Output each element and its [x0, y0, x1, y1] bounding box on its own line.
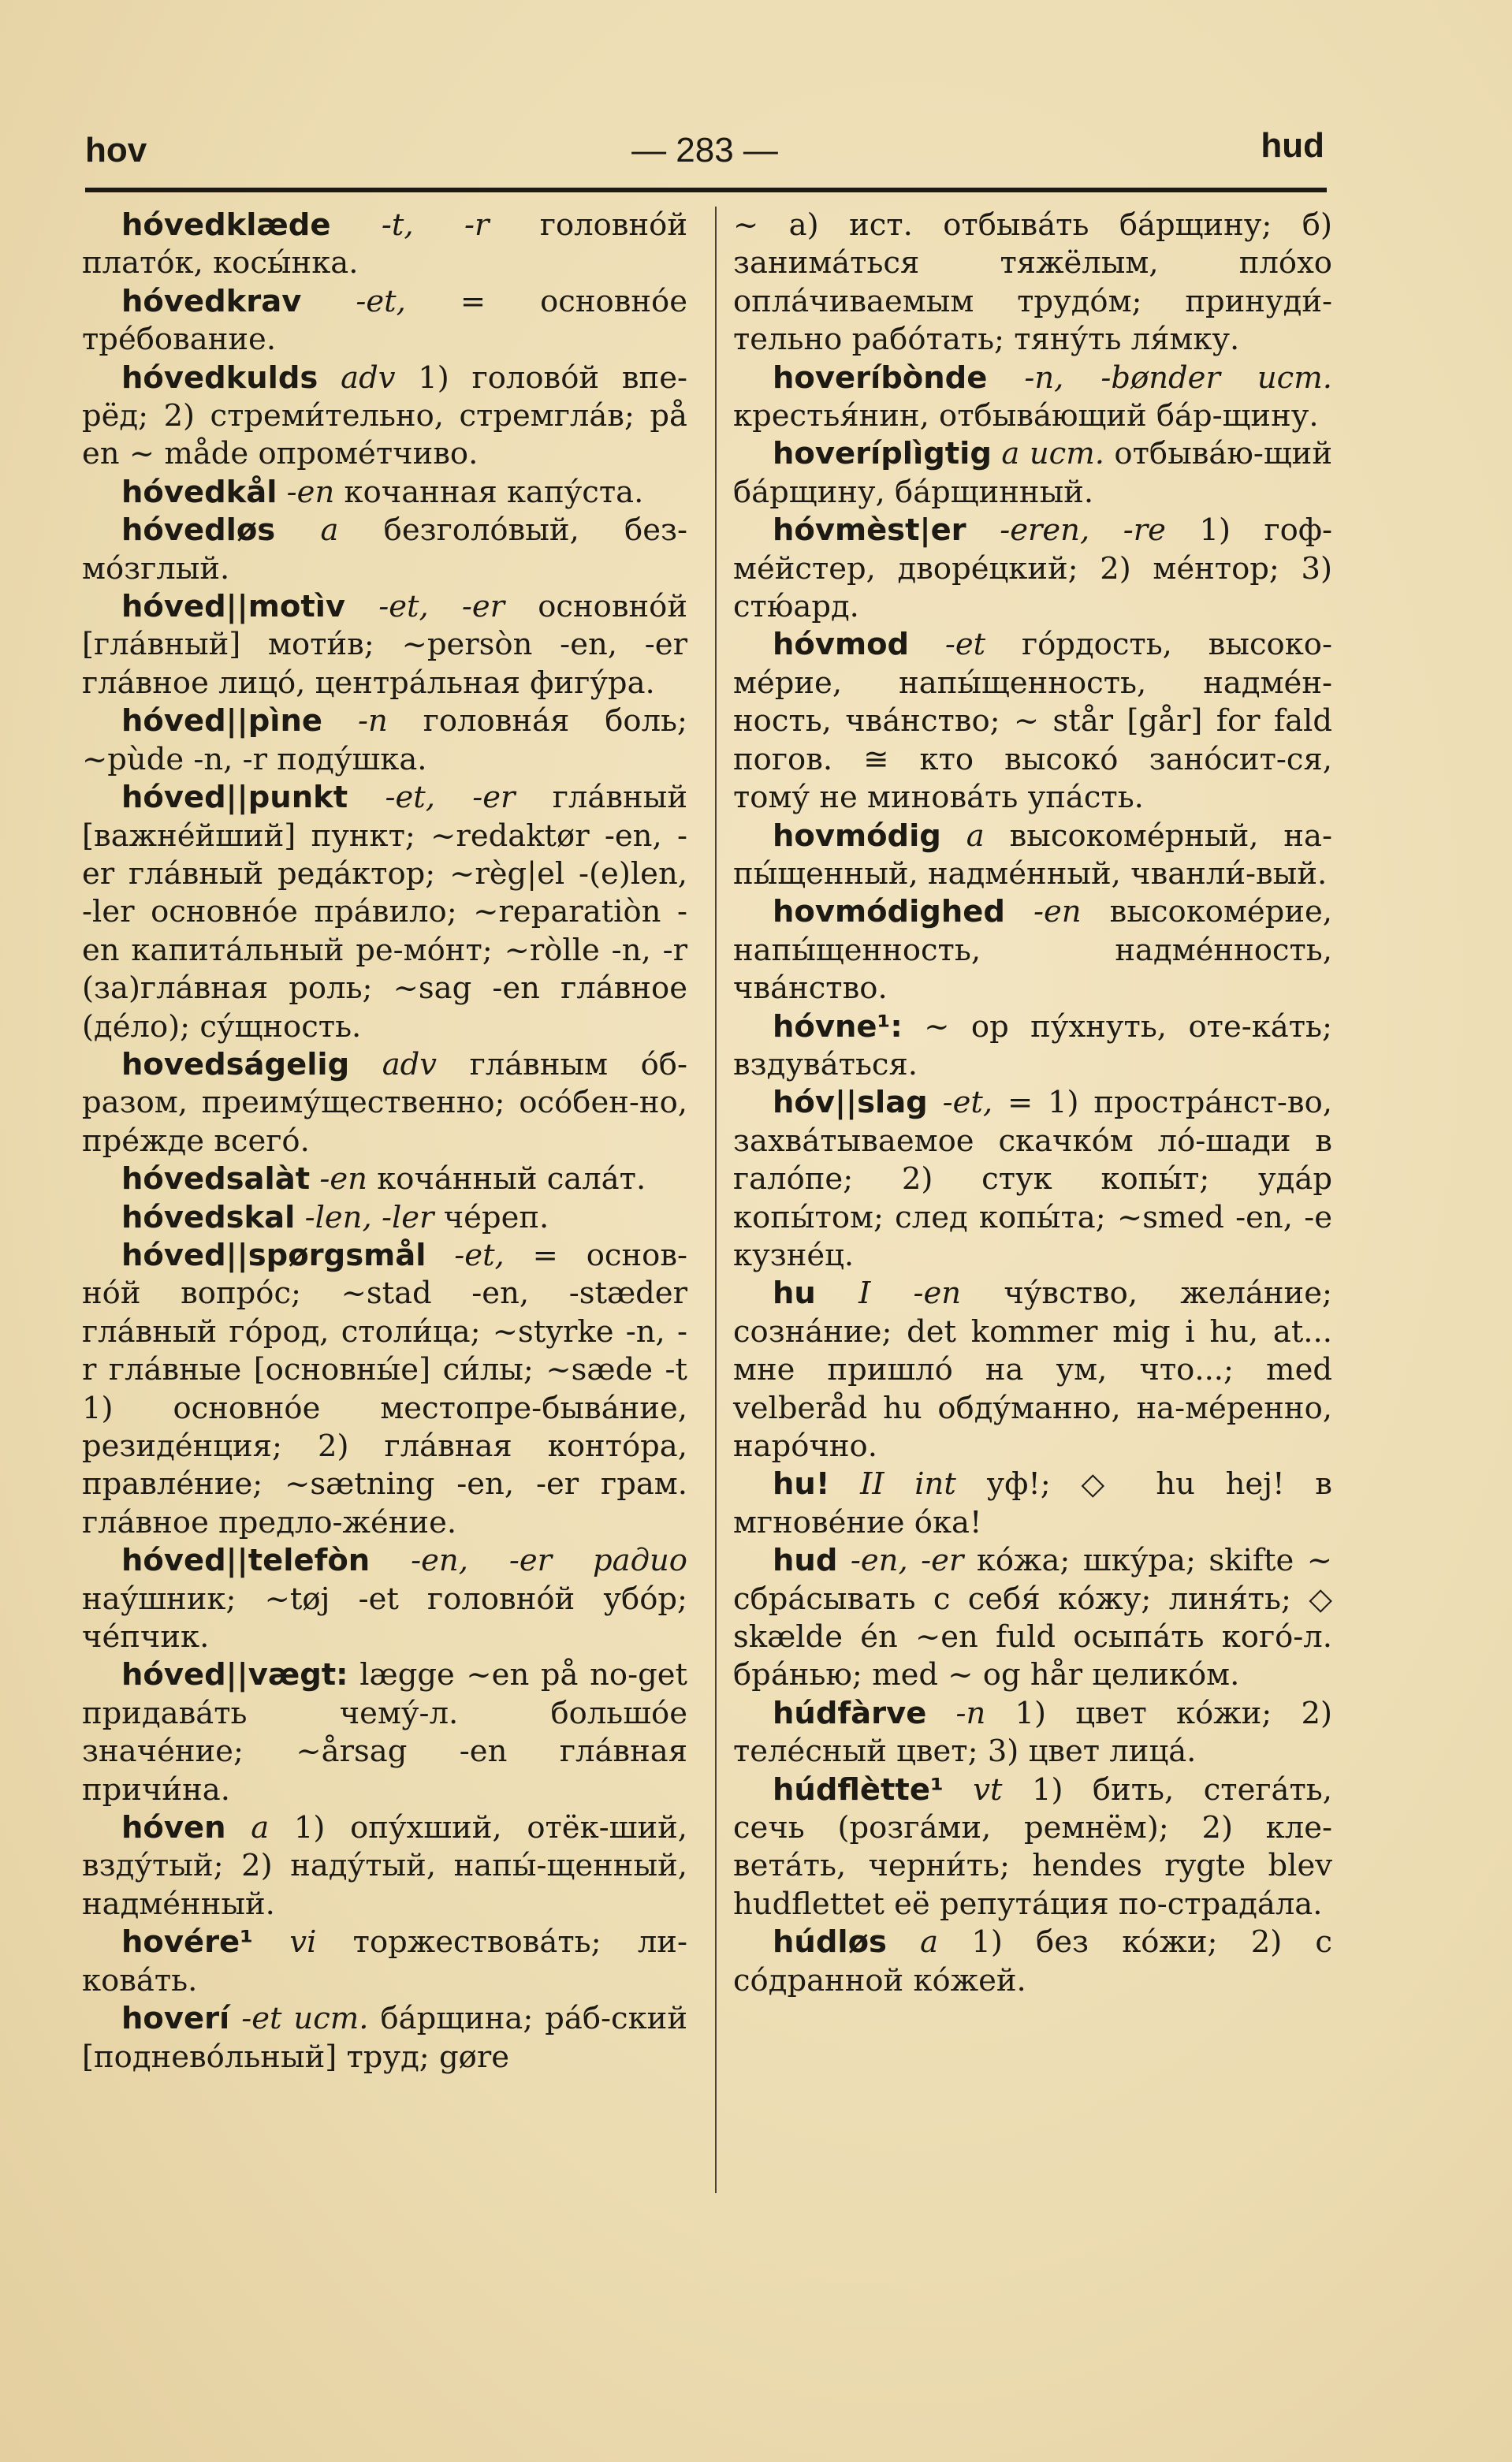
entry-headword: hóved||telefòn: [121, 1543, 371, 1579]
entry-grammar: -et, -er: [378, 589, 505, 625]
entry-definition: гла́вный [важне́йший] пункт; ~redaktør -en, -er гла́вный реда́ктор; ~règ|el -(e)len, -ler основно́е пра́вило; ~reparatiòn -en капита́льный ре-мо́нт; ~ròlle -n, -r (за)гла́вная роль; ~sag -en гла́вное (де́ло); су́щность.: [82, 780, 687, 1045]
entry-definition: чу́вство, жела́ние; созна́ние; det kommer mig i hu, at... мне пришло́ на ум, что...; med velberåd hu обду́манно, на-ме́ренно, наро́чно.: [733, 1276, 1332, 1464]
dictionary-entry: [733, 1275, 1332, 1466]
dictionary-entry: [733, 435, 1332, 512]
dictionary-entry: [82, 1542, 687, 1656]
dictionary-entry: [733, 626, 1332, 817]
right-column: [733, 207, 1332, 2000]
entry-definition: основно́й [гла́вный] моти́в; ~persòn -en, -er гла́вное лицо́, центра́льная фигу́ра.: [82, 589, 687, 701]
dictionary-entry: [82, 1809, 687, 1924]
dictionary-entry: [82, 359, 687, 474]
dictionary-entry: [733, 512, 1332, 626]
entry-definition: че́реп.: [443, 1199, 549, 1235]
dictionary-entry: [733, 1771, 1332, 1924]
entry-grammar: -en: [286, 474, 335, 510]
entry-headword: húdfàrve: [773, 1695, 927, 1731]
entry-headword: hu!: [773, 1466, 830, 1503]
dictionary-entry: [733, 893, 1332, 1008]
entry-headword: hovedságelig: [121, 1046, 350, 1082]
entry-grammar: -n: [357, 703, 388, 739]
entry-headword: hóvedkrav: [121, 283, 302, 319]
entry-definition: уф!; ◇ hu hej! в мгнове́ние о́ка!: [733, 1466, 1332, 1540]
entry-definition: 1) гоф-ме́йстер, дворе́цкий; 2) ме́нтор; 3) стю́ард.: [733, 512, 1332, 625]
dictionary-entry: [82, 2000, 687, 2076]
dictionary-entry: [733, 818, 1332, 894]
entry-grammar: vt: [973, 1771, 1003, 1808]
entry-grammar: -n: [955, 1695, 986, 1731]
entry-grammar: I -en: [858, 1276, 962, 1312]
entry-definition: 1) цвет ко́жи; 2) теле́сный цвет; 3) цвет лица́.: [733, 1695, 1332, 1770]
entry-definition: ко́жа; шку́ра; skifte ~ сбра́сывать с себя́ ко́жу; линя́ть; ◇ skælde én ~en fuld осыпа́ть кого́-л. бра́нью; med ~ og hår целико́м.: [733, 1543, 1332, 1693]
dictionary-entry: [733, 1695, 1332, 1771]
dictionary-entry: [733, 207, 1332, 359]
entry-headword: hóvedsalàt: [121, 1161, 311, 1197]
entry-headword: hóvne¹:: [773, 1008, 903, 1045]
entry-grammar: adv: [382, 1046, 438, 1082]
dictionary-entry: [82, 1924, 687, 2000]
entry-definition: торжествова́ть; ли-кова́ть.: [82, 1924, 687, 1998]
entry-grammar: -en, -er радио: [411, 1543, 687, 1579]
dictionary-entry: [82, 1237, 687, 1542]
entry-definition: отбыва́ю-щий ба́рщину, ба́рщинный.: [733, 436, 1332, 510]
entry-headword: hóved||vægt:: [121, 1657, 348, 1693]
entry-headword: hoveríplìgtig: [773, 436, 992, 472]
entry-headword: hovére¹: [121, 1924, 254, 1961]
dictionary-entry: [82, 207, 687, 283]
header-rule: [85, 188, 1327, 192]
entry-headword: hóvedskal: [121, 1199, 296, 1235]
dictionary-entry: [82, 1199, 687, 1237]
entry-definition: 1) бить, стега́ть, сечь (розга́ми, ремнём); 2) кле-вета́ть, черни́ть; hendes rygte blev hudflettet её репута́ция по-страда́ла.: [733, 1771, 1332, 1922]
dictionary-entry: [82, 702, 687, 779]
entry-definition: высокоме́рие, напы́щенность, надме́нность, чва́нство.: [733, 894, 1332, 1007]
left-column: [82, 207, 687, 2076]
entry-definition: го́рдость, высоко-ме́рие, напы́щенность, надме́н-ность, чва́нство; ~ står [går] for fald погов. ≅ кто высоко́ зано́сит-ся, тому́ не минова́ть упа́сть.: [733, 627, 1332, 816]
entry-definition: 1) простра́нст-во, захва́тываемое скачко́м ло́-шади в гало́пе; 2) стук копы́т; уда́р копы́том; след копы́та; ~smed -en, -e кузне́ц.: [733, 1085, 1332, 1273]
page-header: [85, 126, 1324, 183]
entry-grammar: a: [966, 818, 985, 854]
entry-headword: hoverí: [121, 2001, 230, 2037]
dictionary-entry: [82, 1046, 687, 1160]
column-divider: [715, 207, 717, 2193]
entry-grammar: -et: [944, 627, 986, 663]
entry-headword: hóvedkål: [121, 474, 277, 510]
entry-definition: основ-но́й вопро́с; ~stad -en, -stæder гла́вный го́род, столи́ца; ~styrke -n, -r гла́вные [основны́е] си́лы; ~sæde -t 1) основно́е местопре-быва́ние, резиде́нция; 2) гла́вная конто́ра, правле́ние; ~sætning -en, -er грам. гла́вное предло-же́ние.: [82, 1237, 687, 1540]
entry-headword: hóven: [121, 1810, 226, 1846]
entry-grammar: -t, -r: [381, 207, 490, 243]
dictionary-entry: [733, 1542, 1332, 1695]
entry-grammar: -len, -ler: [304, 1199, 434, 1235]
dictionary-entry: [82, 1656, 687, 1809]
entry-definition: коча́нный сала́т.: [377, 1161, 646, 1197]
right-guide-word: hud: [1261, 126, 1324, 165]
entry-grammar: a: [251, 1810, 270, 1846]
entry-headword: hóvedklæde: [121, 207, 331, 243]
entry-headword: hovmódig: [773, 818, 941, 854]
entry-grammar: -en: [319, 1161, 367, 1197]
entry-headword: hóved||punkt: [121, 780, 348, 816]
entry-grammar: -et, =: [942, 1085, 1033, 1121]
entry-headword: hóv||slag: [773, 1085, 928, 1121]
page-number: — 283 —: [631, 131, 778, 169]
entry-grammar: -et, -er: [385, 780, 516, 816]
entry-grammar: -et ист.: [241, 2001, 369, 2037]
entry-grammar: adv: [341, 359, 396, 396]
dictionary-entry: [733, 1084, 1332, 1275]
entry-grammar: -eren, -re: [1000, 512, 1166, 549]
entry-grammar: a ист.: [1001, 436, 1104, 472]
entry-definition: высокоме́рный, на-пы́щенный, надме́нный, чванли́-вый.: [733, 818, 1332, 892]
entry-headword: hóved||spørgsmål: [121, 1237, 426, 1273]
entry-headword: hóved||pìne: [121, 703, 323, 739]
entry-grammar: -en, -er: [850, 1543, 964, 1579]
entry-grammar: -et, =: [454, 1237, 558, 1273]
entry-definition: ~ а) ист. отбыва́ть ба́рщину; б) занима́ться тяжёлым, пло́хо опла́чиваемым трудо́м; принуди́-тельно рабо́тать; тяну́ть ля́мку.: [733, 207, 1332, 358]
entry-grammar: -n, -bønder ист.: [1024, 359, 1332, 396]
entry-grammar: -et, =: [356, 283, 486, 319]
dictionary-entry: [733, 1466, 1332, 1542]
entry-headword: hóvedløs: [121, 512, 276, 549]
entry-definition: головна́я боль; ~pùde -n, -r поду́шка.: [82, 703, 687, 777]
entry-definition: гла́вным о́б-разом, преиму́щественно; осо́бен-но, пре́жде всего́.: [82, 1046, 687, 1159]
dictionary-entry: [733, 1008, 1332, 1085]
entry-grammar: -en: [1033, 894, 1082, 930]
dictionary-entry: [82, 283, 687, 359]
entry-definition: 1) опу́хший, отёк-ший, взду́тый; 2) наду́тый, напы́-щенный, надме́нный.: [82, 1810, 687, 1922]
entry-definition: 1) без ко́жи; 2) с со́дранной ко́жей.: [733, 1924, 1332, 1998]
entry-definition: кочанная капу́ста.: [344, 474, 644, 510]
entry-headword: hu: [773, 1276, 816, 1312]
entry-headword: hóvmèst|er: [773, 512, 966, 549]
entry-definition: ба́рщина; ра́б-ский [поднево́льный] труд; gøre: [82, 2001, 687, 2075]
entry-headword: húdflètte¹: [773, 1771, 944, 1808]
entry-headword: hoveríbònde: [773, 359, 988, 396]
entry-headword: hóvedkulds: [121, 359, 318, 396]
entry-definition: 1) голово́й впе-рёд; 2) стреми́тельно, стремгла́в; på en ~ måde опроме́тчиво.: [82, 359, 687, 472]
entry-headword: hovmódighed: [773, 894, 1005, 930]
dictionary-entry: [733, 1924, 1332, 2000]
entry-headword: hud: [773, 1543, 838, 1579]
entry-headword: hóvmod: [773, 627, 910, 663]
entry-grammar: vi: [289, 1924, 317, 1961]
dictionary-entry: [82, 779, 687, 1046]
entry-definition: головно́й плато́к, косы́нка.: [82, 207, 687, 281]
dictionary-entry: [733, 359, 1332, 436]
entry-definition: безголо́вый, без-мо́зглый.: [82, 512, 687, 587]
entry-headword: húdløs: [773, 1924, 887, 1961]
entry-definition: нау́шник; ~tøj -et головно́й убо́р; че́пчик.: [82, 1581, 687, 1656]
entry-headword: hóved||motìv: [121, 589, 346, 625]
left-guide-word: hov: [85, 131, 147, 169]
entry-definition: ~ op пу́хнуть, оте-ка́ть; вздува́ться.: [733, 1008, 1332, 1082]
entry-definition: основно́е тре́бование.: [82, 283, 687, 358]
dictionary-entry: [82, 512, 687, 588]
dictionary-entry: [82, 588, 687, 702]
entry-definition: lægge ~en på no-get придава́ть чему́-л. большо́е значе́ние; ~årsag -en гла́вная причи́на.: [82, 1657, 687, 1808]
entry-grammar: II int: [860, 1466, 956, 1503]
entry-grammar: a: [320, 512, 339, 549]
entry-grammar: a: [920, 1924, 939, 1961]
dictionary-entry: [82, 1160, 687, 1198]
dictionary-entry: [82, 474, 687, 512]
entry-definition: крестья́нин, отбыва́ющий ба́р-щину.: [733, 398, 1319, 434]
